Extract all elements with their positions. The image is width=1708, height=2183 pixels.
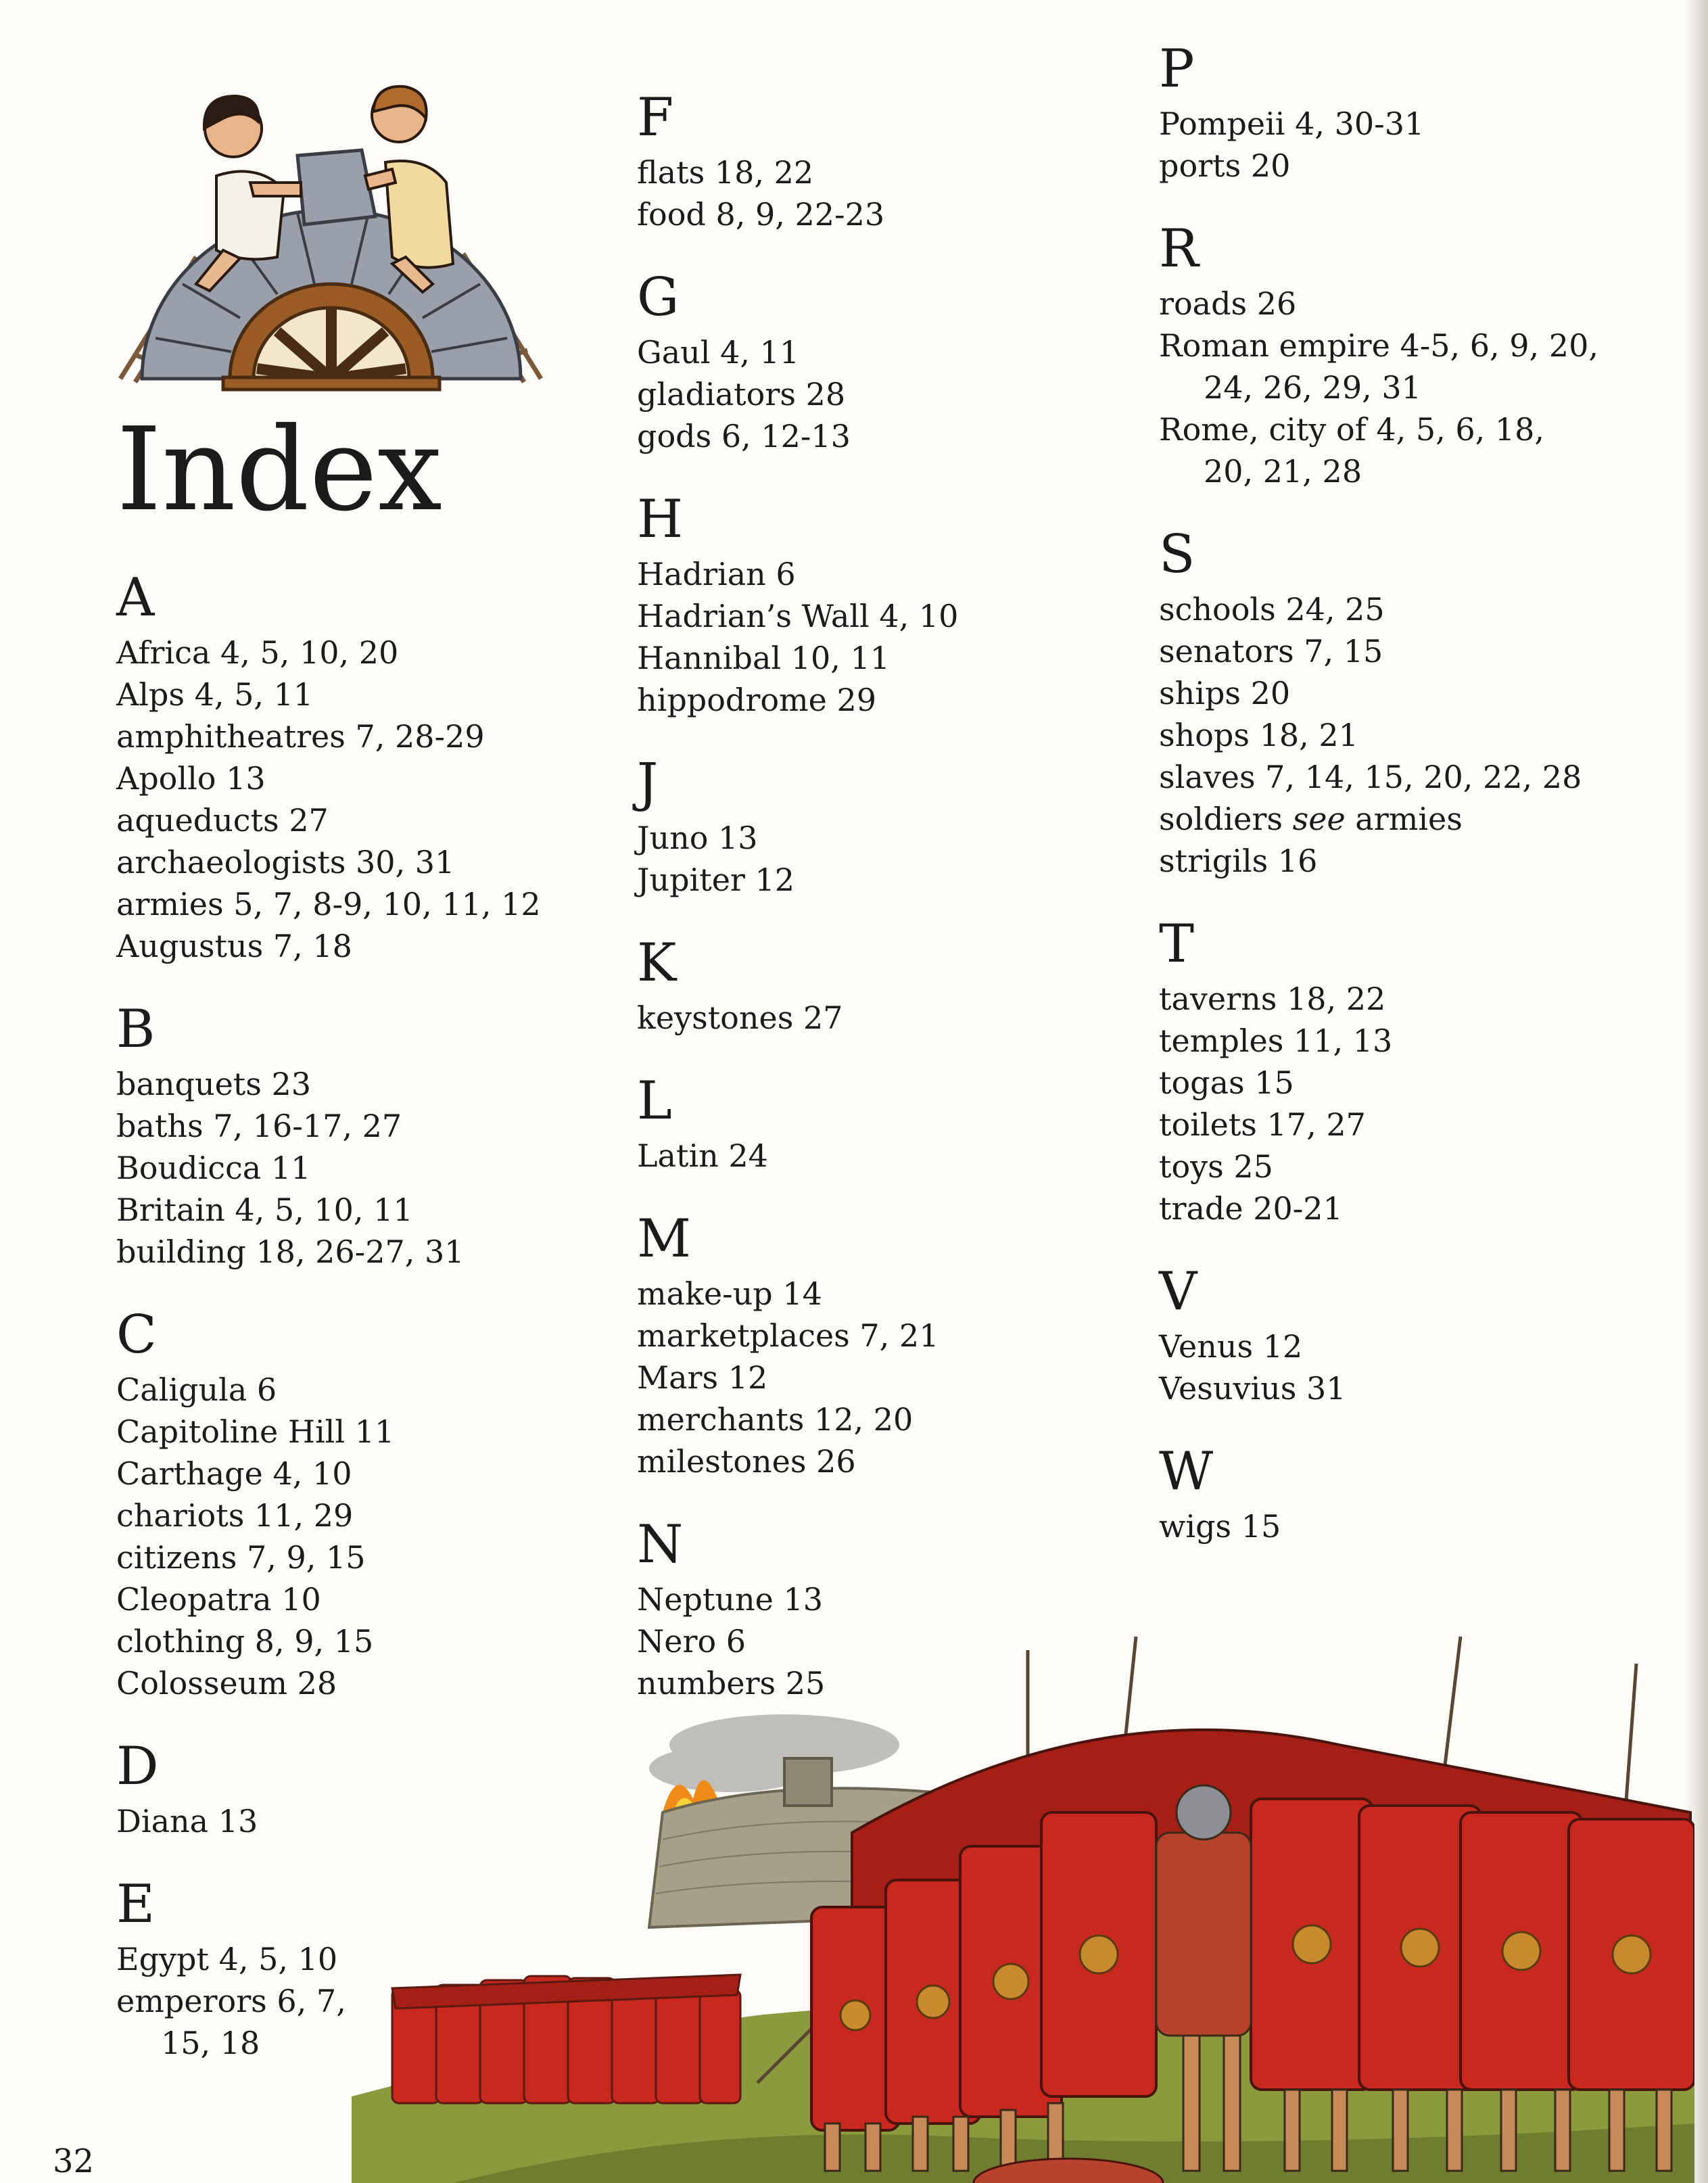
- index-entry: Britain 4, 5, 10, 11: [116, 1192, 413, 1228]
- distant-testudo-formation: [392, 1975, 740, 2103]
- index-entry: Capitoline Hill 11: [116, 1413, 395, 1450]
- index-entry: Neptune 13: [637, 1581, 824, 1618]
- section-letter: G: [637, 267, 680, 328]
- index-entry: ports 20: [1159, 147, 1291, 184]
- index-entry: building 18, 26-27, 31: [116, 1234, 465, 1270]
- index-entry: Colosseum 28: [116, 1665, 337, 1701]
- section-letter: S: [1159, 524, 1195, 585]
- index-entry: hippodrome 29: [637, 682, 877, 718]
- index-entry: toilets 17, 27: [1159, 1106, 1366, 1143]
- index-entry: gladiators 28: [637, 376, 846, 413]
- index-entry: Hannibal 10, 11: [637, 640, 891, 676]
- section-letter: W: [1159, 1441, 1214, 1502]
- page-title: Index: [116, 403, 442, 537]
- index-entry: marketplaces 7, 21: [637, 1317, 939, 1354]
- index-entry: food 8, 9, 22-23: [637, 196, 885, 233]
- index-entry: [1159, 798, 1646, 840]
- index-entry: Egypt 4, 5, 10: [116, 1941, 338, 1977]
- index-entry: roads 26: [1159, 285, 1297, 322]
- index-entry: Hadrian 6: [637, 556, 796, 592]
- index-entry: Venus 12: [1159, 1328, 1303, 1365]
- page-number: 32: [53, 2142, 95, 2180]
- letter-group-h: [637, 490, 1083, 721]
- letter-group-w: [1159, 1442, 1646, 1547]
- index-entry: keystones 27: [637, 1000, 843, 1036]
- entry-term: soldiers: [1159, 801, 1293, 837]
- section-letter: K: [637, 933, 677, 993]
- index-entry: [1159, 325, 1646, 408]
- index-entry: Caligula 6: [116, 1371, 277, 1408]
- index-entry: baths 7, 16-17, 27: [116, 1108, 402, 1144]
- section-letter: N: [637, 1514, 684, 1575]
- index-entry: Juno 13: [637, 820, 758, 856]
- index-entry: schools 24, 25: [1159, 591, 1385, 628]
- section-letter: D: [116, 1736, 159, 1797]
- letter-group-p: [1159, 39, 1646, 187]
- section-letter: T: [1159, 914, 1195, 975]
- keystone-block: [298, 150, 375, 225]
- index-entry: slaves 7, 14, 15, 20, 22, 28: [1159, 759, 1582, 795]
- index-entry: Apollo 13: [116, 760, 266, 797]
- index-entry: gods 6, 12-13: [637, 418, 851, 454]
- section-letter: M: [637, 1208, 691, 1269]
- section-letter: L: [637, 1071, 672, 1131]
- index-entry: [1159, 408, 1646, 492]
- index-entry: taverns 18, 22: [1159, 981, 1386, 1017]
- index-entry: toys 25: [1159, 1148, 1273, 1185]
- index-entry: Augustus 7, 18: [116, 928, 352, 964]
- index-entry: archaeologists 30, 31: [116, 844, 455, 881]
- section-letter: V: [1159, 1261, 1197, 1322]
- index-entry: Nero 6: [637, 1623, 746, 1660]
- index-entry: banquets 23: [116, 1066, 312, 1102]
- index-entry: wigs 15: [1159, 1508, 1281, 1545]
- index-entry: Diana 13: [116, 1803, 258, 1839]
- section-letter: C: [116, 1305, 157, 1365]
- testudo-shields: [811, 1730, 1694, 2130]
- letter-group-g: [637, 268, 1083, 457]
- section-letter: J: [637, 753, 659, 814]
- entry-first-line: Roman empire 4-5, 6, 9, 20,: [1159, 327, 1598, 364]
- cross-reference-see: see: [1292, 801, 1346, 837]
- index-entry: Gaul 4, 11: [637, 334, 800, 371]
- letter-group-m: [637, 1209, 1083, 1482]
- section-letter: F: [637, 87, 674, 148]
- entry-target: armies: [1345, 801, 1463, 837]
- letter-group-t: [1159, 914, 1646, 1229]
- section-letter: E: [116, 1874, 155, 1935]
- index-entry: Alps 4, 5, 11: [116, 676, 314, 713]
- index-entry: Mars 12: [637, 1359, 768, 1396]
- letter-group-k: [637, 933, 1083, 1039]
- index-entry: trade 20-21: [1159, 1190, 1343, 1227]
- section-letter: H: [637, 489, 684, 550]
- section-letter: P: [1159, 39, 1195, 99]
- index-column-3: [1159, 39, 1646, 1580]
- index-entry: amphitheatres 7, 28-29: [116, 718, 485, 755]
- index-entry: Vesuvius 31: [1159, 1370, 1346, 1407]
- letter-group-j: [637, 753, 1083, 901]
- index-entry: Latin 24: [637, 1137, 768, 1174]
- entry-continuation: 20, 21, 28: [1204, 453, 1362, 490]
- smoke-plume: [649, 1714, 899, 1792]
- letter-group-a: [116, 568, 549, 967]
- index-entry: flats 18, 22: [637, 154, 814, 191]
- letter-group-b: [116, 1000, 549, 1273]
- index-entry: Carthage 4, 10: [116, 1455, 352, 1492]
- index-entry: numbers 25: [637, 1665, 826, 1701]
- index-entry: Jupiter 12: [637, 862, 795, 898]
- arch-builders-illustration: [115, 81, 548, 392]
- index-entry: Pompeii 4, 30-31: [1159, 105, 1425, 142]
- index-column-2: [637, 88, 1083, 1737]
- entry-first-line: Rome, city of 4, 5, 6, 18,: [1159, 411, 1545, 448]
- index-entry: chariots 11, 29: [116, 1497, 354, 1534]
- index-entry: milestones 26: [637, 1443, 856, 1480]
- index-entry: make-up 14: [637, 1275, 822, 1312]
- entry-continuation: 24, 26, 29, 31: [1204, 369, 1421, 406]
- index-entry: Cleopatra 10: [116, 1581, 321, 1618]
- index-entry: aqueducts 27: [116, 802, 329, 839]
- index-entry: temples 11, 13: [1159, 1023, 1393, 1059]
- letter-group-f: [637, 88, 1083, 235]
- index-entry: merchants 12, 20: [637, 1401, 914, 1438]
- letter-group-l: [637, 1071, 1083, 1177]
- letter-group-s: [1159, 525, 1646, 882]
- index-entry: senators 7, 15: [1159, 633, 1383, 670]
- entry-first-line: emperors 6, 7,: [116, 1983, 346, 2019]
- section-letter: A: [116, 567, 155, 628]
- index-entry: citizens 7, 9, 15: [116, 1539, 366, 1576]
- letter-group-v: [1159, 1262, 1646, 1409]
- index-entry: clothing 8, 9, 15: [116, 1623, 374, 1660]
- roman-legion-illustration: [352, 1610, 1694, 2183]
- index-entry: shops 18, 21: [1159, 717, 1358, 753]
- index-entry: Boudicca 11: [116, 1150, 311, 1186]
- entry-continuation: 15, 18: [161, 2025, 260, 2061]
- index-entry: Hadrian’s Wall 4, 10: [637, 598, 959, 634]
- index-entry: armies 5, 7, 8-9, 10, 11, 12: [116, 886, 541, 922]
- section-letter: B: [116, 999, 156, 1060]
- index-entry: Africa 4, 5, 10, 20: [116, 634, 399, 671]
- index-entry: togas 15: [1159, 1064, 1294, 1101]
- index-entry: ships 20: [1159, 675, 1291, 711]
- index-entry: strigils 16: [1159, 843, 1318, 879]
- section-letter: R: [1159, 218, 1199, 279]
- letter-group-r: [1159, 219, 1646, 492]
